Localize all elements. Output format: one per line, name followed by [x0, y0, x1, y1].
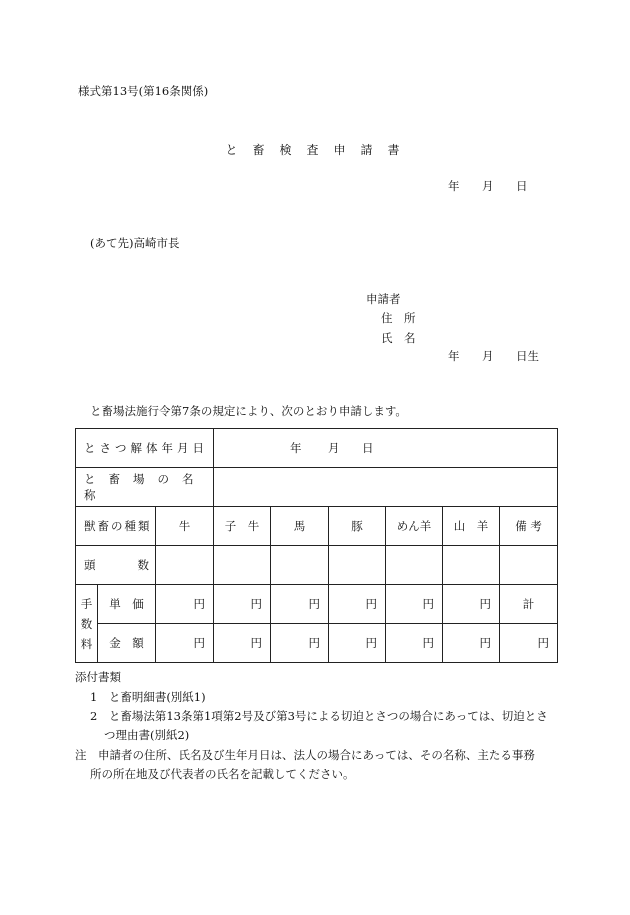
head-label-2: 数: [137, 558, 149, 572]
total-amount-cell[interactable]: 円: [500, 624, 558, 663]
head-count-row: [76, 546, 558, 585]
head-count-cell[interactable]: [443, 546, 500, 585]
address-label: 住 所: [381, 311, 416, 325]
species-cattle: 牛: [156, 507, 214, 546]
fee-char: 料: [80, 636, 93, 651]
title-char: 検: [279, 143, 292, 157]
head-count-cell[interactable]: [214, 546, 271, 585]
slaughter-year: 年: [290, 441, 302, 455]
amount-row: [76, 624, 558, 663]
application-table: [75, 428, 558, 663]
document-title: [218, 144, 407, 156]
title-char: 畜: [252, 143, 265, 157]
species-row: [76, 507, 558, 546]
slaughter-month: 月: [328, 441, 340, 455]
attachment-item-2: 2 と畜場法第13条第1項第2号及び第3号による切迫とさつの場合にあっては、切迫とさ: [90, 709, 548, 723]
fee-char: 数: [80, 616, 93, 631]
fee-char: 手: [80, 596, 93, 611]
date-month: 月: [482, 179, 494, 193]
unit-price-row: [76, 585, 558, 624]
title-char: 請: [360, 143, 373, 157]
date-day: 日: [516, 179, 528, 193]
note-line-1: 注 申請者の住所、氏名及び生年月日は、法人の場合にあっては、その名称、主たる事務: [75, 748, 535, 762]
note-line-2: 所の所在地及び代表者の氏名を記載してください。: [90, 767, 355, 781]
species-horse: 馬: [271, 507, 329, 546]
statement: と畜場法施行令第7条の規定により、次のとおり申請します。: [90, 404, 407, 418]
fee-label: [76, 585, 98, 663]
title-char: 申: [333, 143, 346, 157]
amount-cell[interactable]: 円: [156, 624, 214, 663]
unit-price-cell[interactable]: 円: [329, 585, 386, 624]
head-count-cell[interactable]: [329, 546, 386, 585]
amount-cell[interactable]: 円: [443, 624, 500, 663]
slaughterhouse-name-label: と畜場の名称: [76, 468, 214, 507]
amount-cell[interactable]: 円: [386, 624, 443, 663]
unit-price-label: 単 価: [98, 585, 156, 624]
slaughterhouse-name-row: [76, 468, 558, 507]
unit-price-cell[interactable]: 円: [156, 585, 214, 624]
name-label: 氏 名: [381, 331, 416, 345]
amount-label: 金 額: [98, 624, 156, 663]
attachments-heading: 添付書類: [75, 670, 121, 684]
date-line: [448, 181, 528, 193]
head-count-cell[interactable]: [271, 546, 329, 585]
slaughter-date-label: とさつ解体年月日: [76, 429, 214, 468]
unit-price-cell[interactable]: 円: [443, 585, 500, 624]
species-calf: 子 牛: [214, 507, 271, 546]
title-char: 書: [387, 143, 400, 157]
unit-price-cell[interactable]: 円: [386, 585, 443, 624]
addressee: (あて先)高崎市長: [90, 236, 180, 250]
birth-month: 月: [482, 349, 494, 363]
head-count-cell[interactable]: [500, 546, 558, 585]
unit-price-cell[interactable]: 円: [271, 585, 329, 624]
attachment-item-1: 1 と畜明細書(別紙1): [90, 690, 206, 704]
species-goat: 山 羊: [443, 507, 500, 546]
species-sheep: めん羊: [386, 507, 443, 546]
attachment-item-2-cont: つ理由書(別紙2): [104, 728, 190, 742]
title-char: 査: [306, 143, 319, 157]
birth-date-line: [448, 351, 539, 363]
slaughter-day: 日: [362, 441, 374, 455]
head-label-1: 頭: [84, 558, 96, 572]
slaughter-date-row: [76, 429, 558, 468]
species-pig: 豚: [329, 507, 386, 546]
total-label: 計: [500, 585, 558, 624]
remarks-label: 備 考: [500, 507, 558, 546]
amount-cell[interactable]: 円: [271, 624, 329, 663]
head-count-cell[interactable]: [386, 546, 443, 585]
head-count-label: [76, 546, 156, 585]
birth-day: 日生: [516, 349, 539, 363]
unit-price-cell[interactable]: 円: [214, 585, 271, 624]
date-year: 年: [448, 179, 460, 193]
species-label: 獣畜の種類: [76, 507, 156, 546]
amount-cell[interactable]: 円: [214, 624, 271, 663]
form-number: 様式第13号(第16条関係): [78, 84, 209, 98]
head-count-cell[interactable]: [156, 546, 214, 585]
slaughterhouse-name-field[interactable]: [214, 468, 558, 507]
birth-year: 年: [448, 349, 460, 363]
title-char: と: [225, 143, 238, 157]
slaughter-date-field[interactable]: [214, 429, 558, 468]
applicant-label: 申請者: [366, 292, 401, 306]
amount-cell[interactable]: 円: [329, 624, 386, 663]
